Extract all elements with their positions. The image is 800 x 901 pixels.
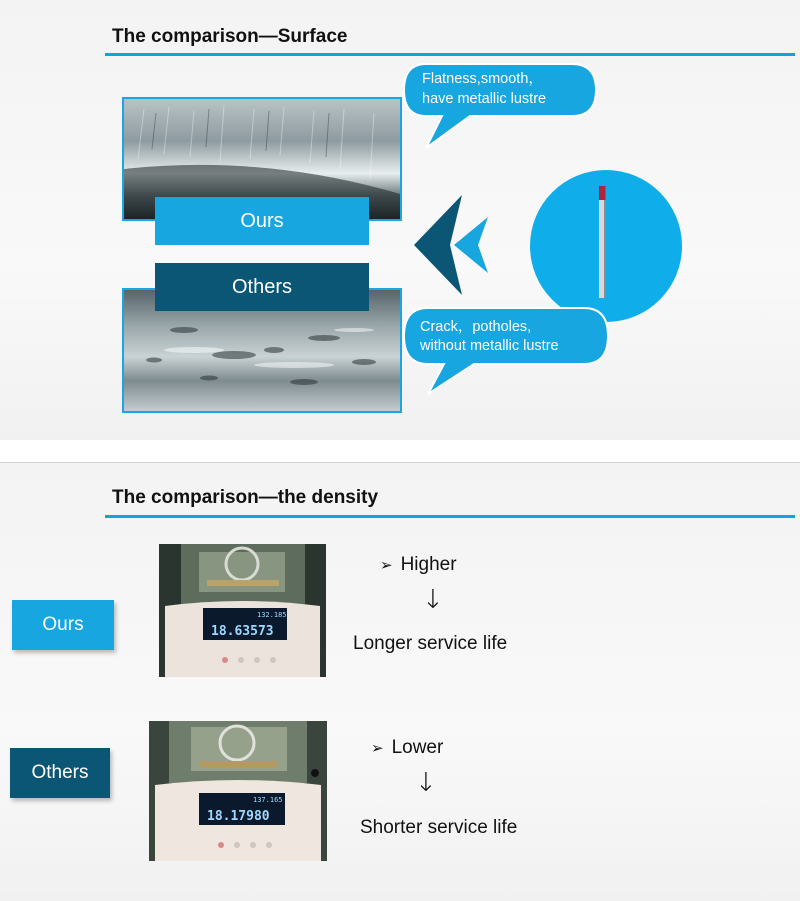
bullet-arrow-icon: ➢ [371,739,384,757]
surface-title: The comparison—Surface [112,26,348,47]
surface-others-callout-line2: without metallic lustre [420,338,559,354]
down-arrow-icon: ↓ [422,585,444,615]
surface-ours-label: Ours [155,197,369,245]
surface-others-label: Others [155,263,369,311]
ours-balance-reading: 18.63573 [211,624,274,639]
ours-balance-small-reading: 132.185 [257,611,287,619]
double-chevron-left-icon [410,195,494,295]
surface-title-rule [105,53,795,56]
tungsten-rod-circle [528,168,684,324]
others-point-text: Lower [391,737,444,758]
surface-others-callout-line1: Crack，potholes, [420,319,532,335]
ours-balance-photo [159,544,326,677]
density-title: The comparison—the density [112,487,379,508]
down-arrow-icon: ↓ [415,768,437,798]
others-balance-photo [149,721,327,861]
ours-point-text: Higher [400,554,457,575]
surface-comparison-panel [0,0,800,440]
density-comparison-panel [0,462,800,901]
bullet-arrow-icon: ➢ [380,556,393,574]
others-point [371,737,443,759]
surface-ours-callout-line2: have metallic lustre [422,91,547,107]
surface-ours-callout-line1: Flatness,smooth， [422,71,543,87]
ours-result: Longer service life [353,633,508,654]
others-result: Shorter service life [360,817,518,838]
density-title-rule [105,515,795,518]
others-balance-reading: 18.17980 [207,809,270,824]
density-others-label: Others [10,748,110,798]
others-balance-small-reading: 137.165 [253,796,283,804]
ours-point [380,554,457,576]
density-ours-label: Ours [12,600,114,650]
